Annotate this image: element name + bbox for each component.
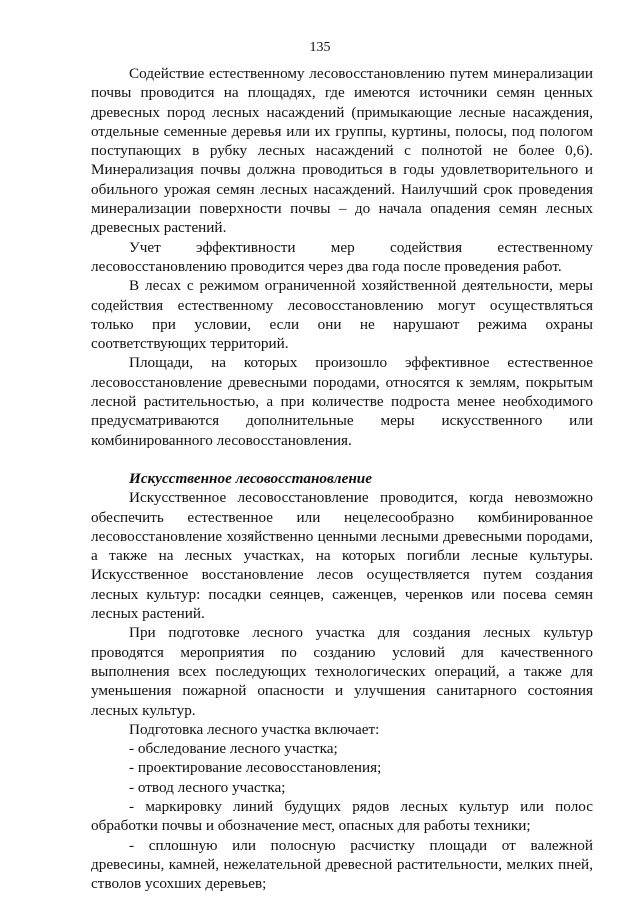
paragraph-efficiency-accounting: Учет эффективности мер содействия естественному лесовосстановлению проводится через два года после проведения работ.: [91, 238, 593, 275]
paragraph-restricted-forests: В лесах с режимом ограниченной хозяйственной деятельности, меры содействия естественному лесовосстановлению могут осуществляться только при условии, если они не нарушают режима охраны соответствующих территорий.: [91, 277, 593, 353]
list-item: - отвод лесного участка;: [129, 778, 286, 796]
page-number: 135: [309, 40, 331, 55]
paragraph-preparation-includes: Подготовка лесного участка включает:: [129, 720, 380, 738]
list-item: - обследование лесного участка;: [129, 740, 338, 758]
list-item: - сплошную или полосную расчистку площади от валежной древесины, камней, нежелательной древесной растительности, мелких пней, стволов усохших деревьев;: [91, 836, 593, 893]
section-heading: Искусственное лесовосстановление: [129, 469, 372, 487]
list-item: - маркировку линий будущих рядов лесных культур или полос обработки почвы и обозначение мест, опасных для работы техники;: [91, 797, 593, 835]
page-content: [91, 64, 593, 893]
paragraph-effective-areas: Площади, на которых произошло эффективное естественное лесовосстановление древесными породами, относятся к землям, покрытым лесной растительностью, а при количестве подроста менее необходимого предусматриваются дополнительные меры искусственного или комбинированного лесовосстановления.: [91, 354, 593, 449]
paragraph-site-preparation: При подготовке лесного участка для создания лесных культур проводятся мероприятия по созданию условий для качественного выполнения всех последующих технологических операций, а также для уменьшения пожарной опасности и улучшения санитарного состояния лесных культур.: [91, 624, 593, 719]
paragraph-artificial-restoration: Искусственное лесовосстановление проводится, когда невозможно обеспечить естественное или нецелесообразно комбинированное лесовосстановление хозяйственно ценными лесными древесными породами, а также на лесных участках, на которых погибли лесные культуры. Искусственное восстановление лесов осуществляется путем создания лесных культур: посадки сеянцев, саженцев, черенков или посева семян лесных растений.: [91, 489, 593, 623]
paragraph-mineralization: Содействие естественному лесовосстановлению путем минерализации почвы проводится на площадях, где имеются источники семян ценных древесных пород лесных насаждений (примыкающие лесные насаждения, отдельные семенные деревья или их группы, куртины, полосы, под пологом поступающих в рубку лесных насаждений с полнотой не более 0,6). Минерализация почвы должна проводиться в годы удовлетворительного и обильного урожая семян лесных насаждений. Наилучший срок проведения минерализации поверхности почвы – до начала опадения семян лесных древесных растений.: [91, 65, 593, 237]
list-item: - проектирование лесовосстановления;: [129, 759, 382, 777]
